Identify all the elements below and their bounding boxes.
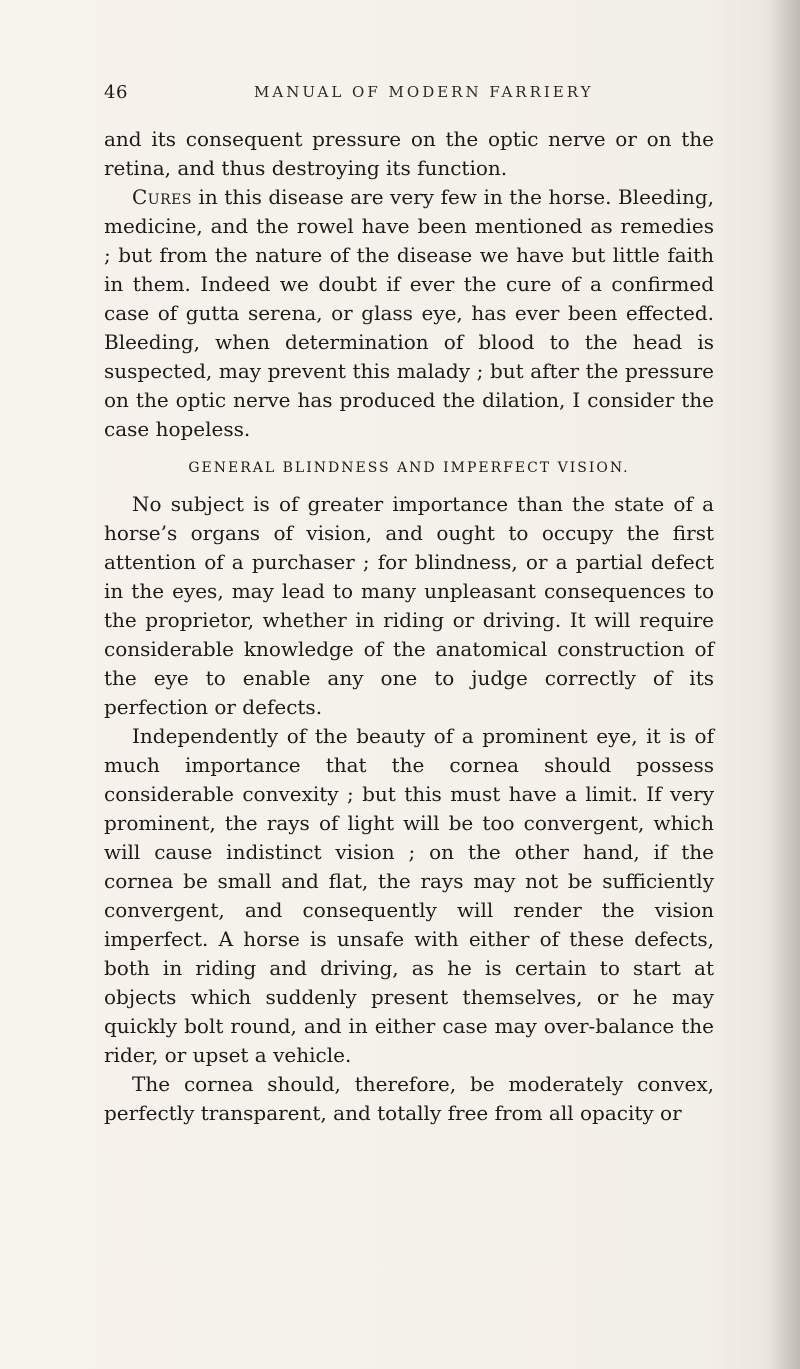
section-heading: GENERAL BLINDNESS AND IMPERFECT VISION. bbox=[188, 460, 630, 476]
paragraph-cornea-convexity: Independently of the beauty of a prominent eye, it is of much importance that the cornea should possess considerable convexity ; but this must have a limit. If very prominent, the rays of light will be too convergent, which will cause indistinct vision ; on the other hand, if the cornea be small and flat, the rays may not be sufficiently convergent, and consequently will render the vision imperfect. A horse is unsafe with either of these defects, both in riding and driving, as he is certain to start at objects which suddenly present themselves, or he may quickly bolt round, and in either case may over-balance the rider, or upset a vehicle. bbox=[104, 724, 714, 1067]
paragraph-cures-text: in this disease are very few in the horse. Bleeding, medicine, and the rowel have been mentioned as remedies ; but from the nature of the disease we have but little faith in them. Indeed we doubt if ever the cure of a confirmed case of gutta serena, or glass eye, has ever been effected. Bleeding, when determination of blood to the head is suspected, may prevent this malady ; but after the pressure on the optic nerve has produced the dilation, I consider the case hopeless. bbox=[104, 185, 714, 441]
paragraph-continuation: and its consequent pressure on the optic nerve or on the retina, and thus destroying its function. bbox=[104, 127, 714, 180]
paragraph-vision-importance: No subject is of greater importance than the state of a horse’s organs of vision, and ought to occupy the first attention of a purchaser ; for blindness, or a partial defect in the eyes, may lead to many unpleasant consequences to the proprietor, whether in riding or driving. It will require considerable knowledge of the anatomical construction of the eye to enable any one to judge correctly of its perfection or defects. bbox=[104, 492, 714, 719]
page-edge-shadow bbox=[766, 0, 800, 1369]
page-header bbox=[104, 82, 710, 108]
paragraph-cures bbox=[104, 183, 714, 444]
page-body bbox=[104, 125, 714, 1128]
paragraph-cornea-transparency: The cornea should, therefore, be moderately convex, perfectly transparent, and totally free from all opacity or bbox=[104, 1072, 714, 1125]
paragraph-lead-word: Cures bbox=[132, 185, 192, 209]
running-head: MANUAL OF MODERN FARRIERY bbox=[254, 83, 594, 101]
page-number: 46 bbox=[104, 82, 128, 103]
